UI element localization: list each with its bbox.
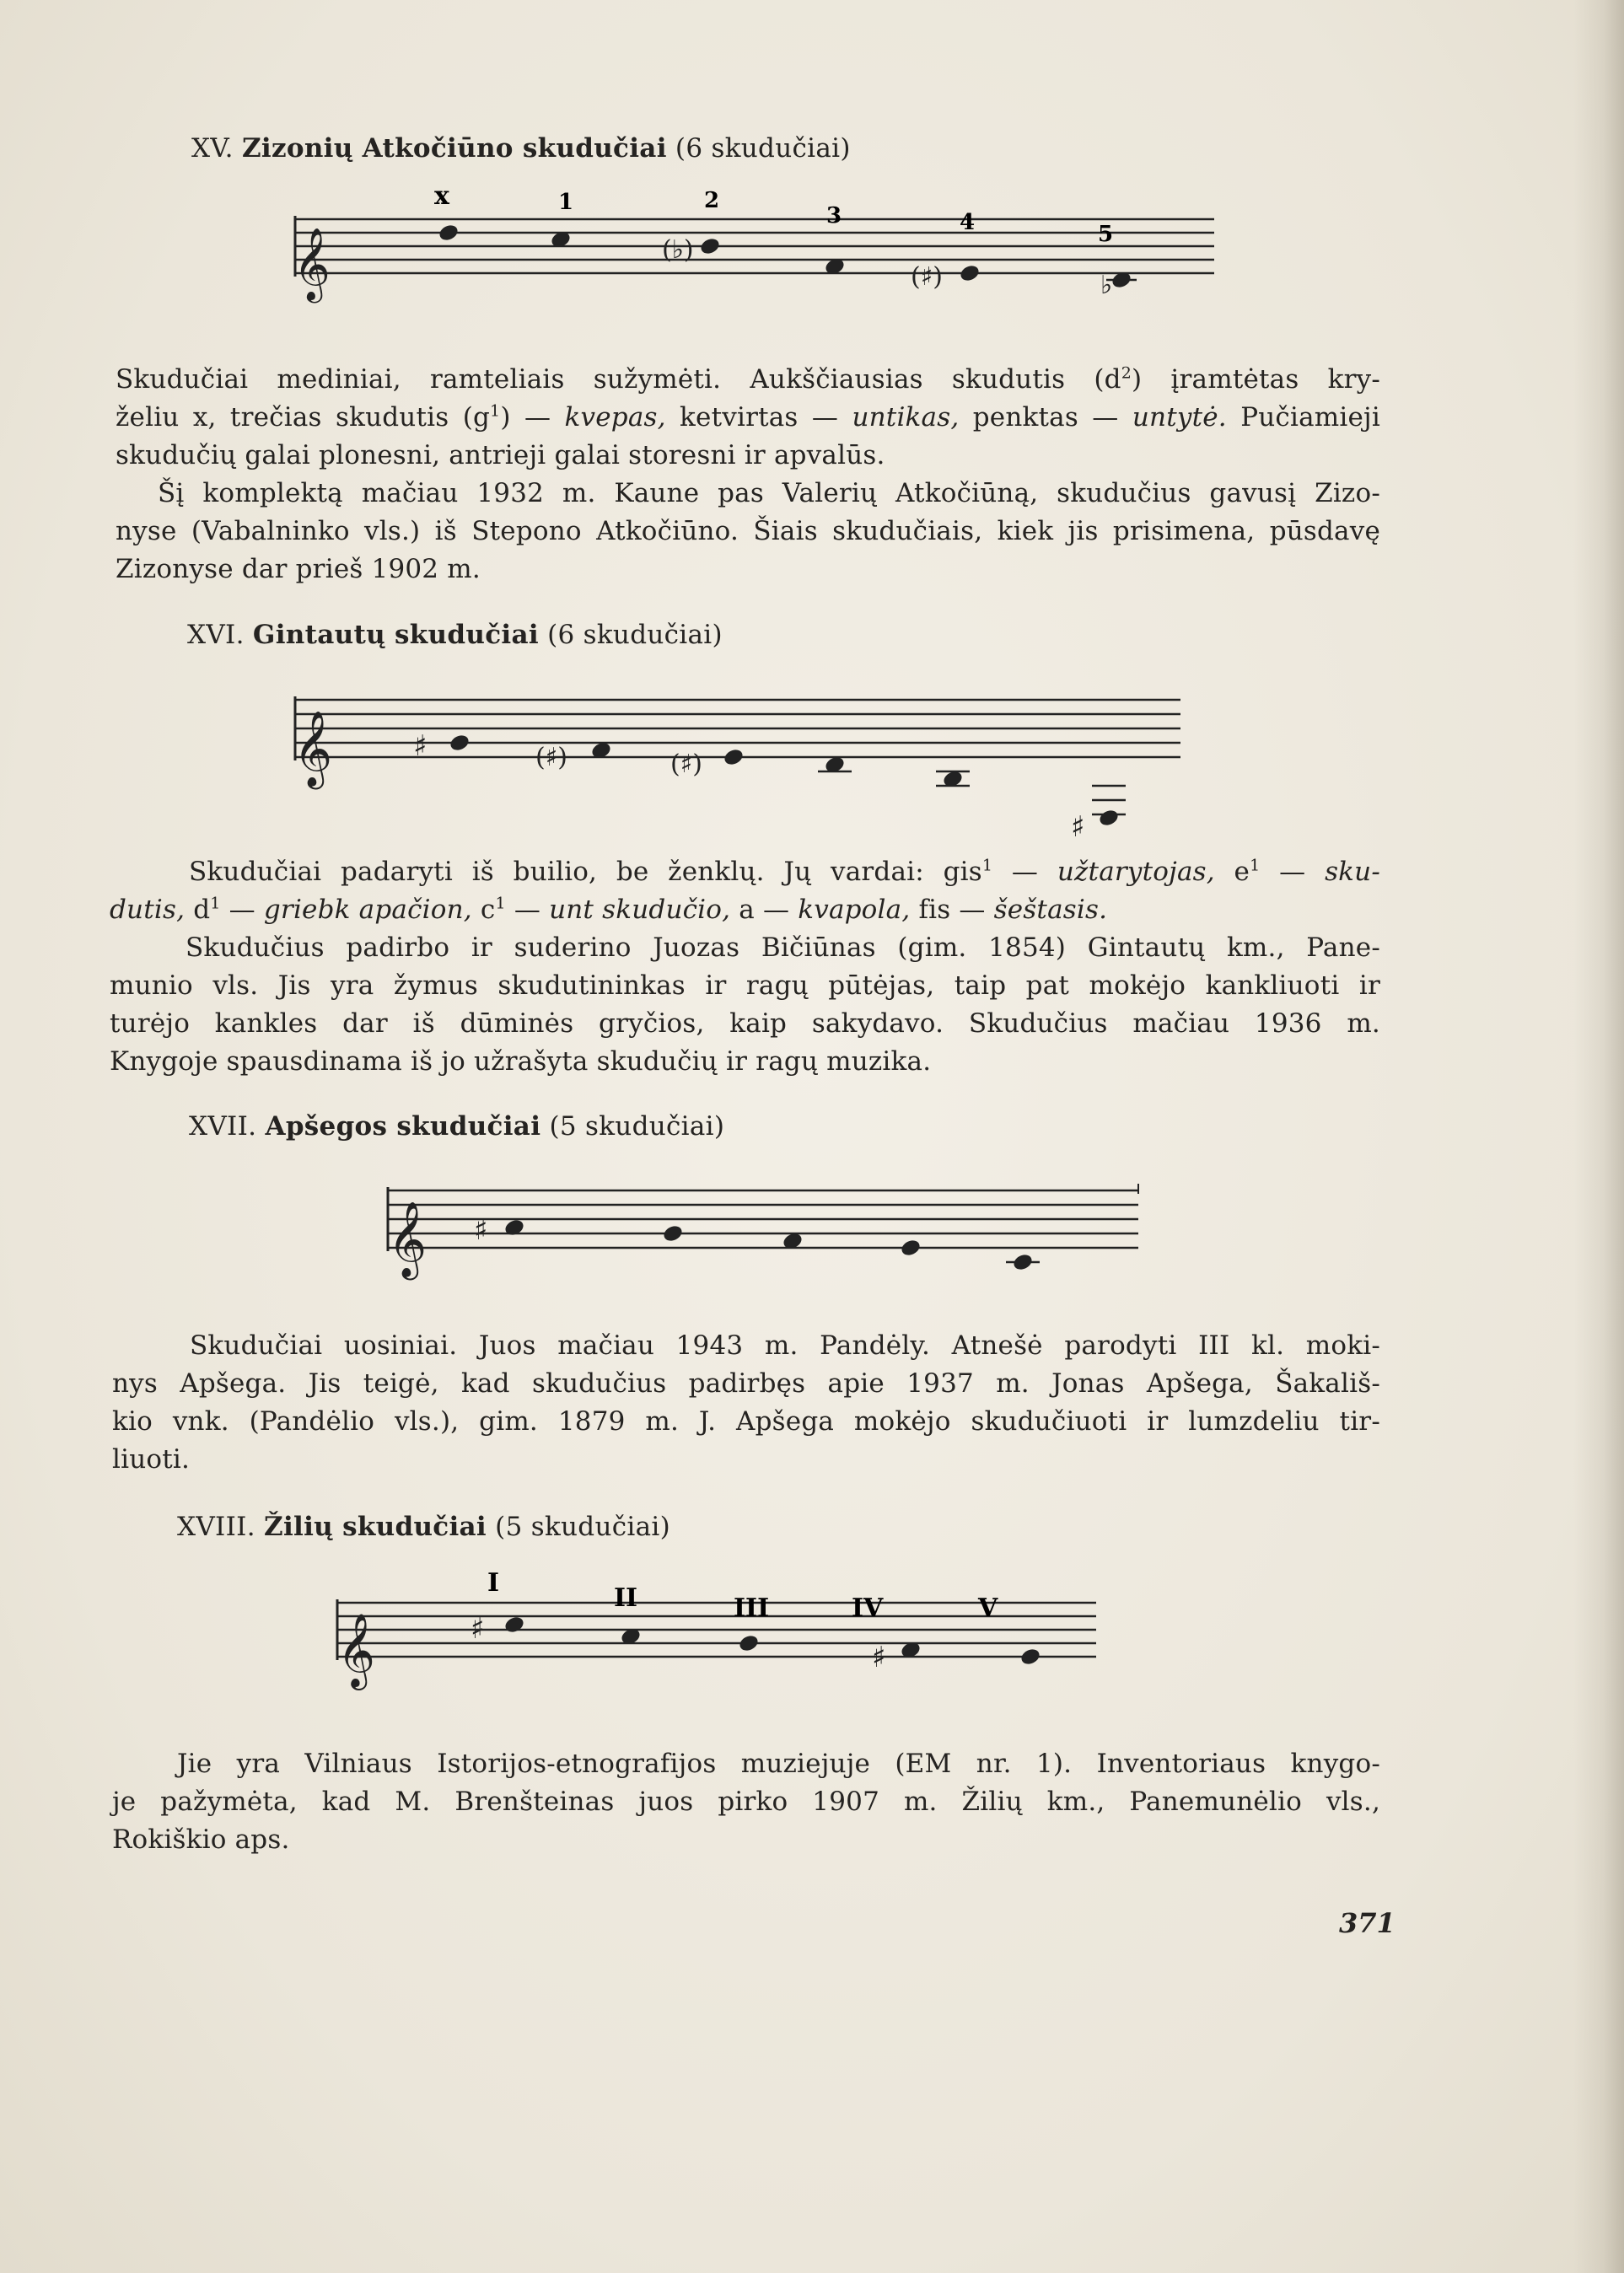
section-heading-xv: XV. Zizonių Atkočiūno skudučiai (6 skudučiai) [191,133,851,164]
section-text-xviii: Jie yra Vilniaus Istorijos-etnografijos muziejuje (EM nr. 1). Inventoriaus knygo- je pažymėta, kad M. Brenšteinas juos pirko 1907 m. Žilių km., Panemunėlio vls., Rokiškio aps. [112,1749,1380,1855]
staff-label: I [487,1568,500,1598]
sharp-icon: (♯) [670,750,702,779]
staff-label: IV [852,1593,884,1623]
sharp-icon: ♯ [413,729,428,763]
note-head [662,1223,685,1244]
section-text-xvi: Skudučiai padaryti iš builio, be ženklų. Jų vardai: gis$^1$ — užtarytojas, $e^1$ — sku- dutis, $d^1$ — griebk apačion, $c^1$ — unt skudučio, a — kvapola, fis — šeštasis. Skudučius padirbo ir suderino Juozas Bičiūnas (gim. 1854) Gintautų km., Pane- munio vls. Jis yra žymus skudutininkas ir ragų pūtėjas, taip pat mokėjo kankliuoti ir turėjo kankles dar iš dūminės gryčios, kaip sakydavo. Skudučius mačiau 1936 m. Knygoje spausdinama iš jo užrašyta skudučių ir ragų muzika. [110,856,1380,1077]
staff-label: II [614,1583,638,1613]
sharp-icon: ♯ [1071,810,1085,844]
staff-label: 4 [960,210,976,235]
sharp-icon: (♯) [911,262,943,292]
staff-label: V [978,1593,998,1623]
music-staff-xvi [278,683,1189,852]
treble-clef-icon: 𝄞 [293,711,333,787]
staff-label: x [434,181,449,211]
music-staff-xviii [320,1564,1105,1707]
staff-label: 5 [1098,222,1114,247]
note-head [449,733,471,753]
section-heading-xvi: XVI. Gintautų skudučiai (6 skudučiai) [187,620,723,650]
note-head [1019,1647,1042,1667]
staff-label: 1 [558,190,574,215]
section-text-xvii: Skudučiai uosiniai. Juos mačiau 1943 m. Pandėly. Atnešė parodyti III kl. moki- nys Apšega. Jis teigė, kad skudučius padirbęs apie 1937 m. Jonas Apšega, Šakališ- kio vnk. (Pandėlio vls.), gim. 1879 m. J. Apšega mokėjo skudučiuoti ir lumzdeliu tir- liuoti. [112,1330,1380,1475]
staff-label: III [734,1593,770,1623]
note-head [1098,808,1121,828]
music-staff-xv [278,181,1223,312]
section-title: Apšegos skudučiai [265,1111,541,1142]
section-title: Žilių skudučiai [264,1512,487,1542]
sharp-icon: ♯ [474,1213,488,1247]
note-head [738,1633,761,1653]
section-heading-xviii: XVIII. Žilių skudučiai (5 skudučiai) [177,1512,670,1542]
section-title: Gintautų skudučiai [252,620,539,650]
sharp-icon: ♯ [872,1641,886,1674]
note-head [959,263,981,283]
music-staff-xvii [371,1163,1147,1298]
note-head [699,236,722,256]
page-number: 371 [1339,1907,1395,1939]
flat-icon: (♭) [662,235,694,265]
staff-label: 3 [826,203,842,228]
note-head [503,1217,526,1238]
note-head [438,223,460,243]
page-spine-shadow [1573,0,1624,2273]
section-text-xv: Skudučiai mediniai, ramteliais sužymėti. Aukščiausias skudutis $(d^2)$ įramtėtas kry- želiu x, trečias skudutis $(g^1)$ — kvepas, ketvirtas — untikas, penktas — untytė. Pučiamieji skudučių galai plonesni, antrieji galai storesni ir apvalūs. Šį komplektą mačiau 1932 m. Kaune pas Valerių Atkočiūną, skudučius gavusį Zizo- nyse (Vabalninko vls.) iš Stepono Atkočiūno. Šiais skudučiais, kiek jis prisimena, pūsdavę Zizonyse dar prieš 1902 m. [116,363,1380,584]
note-head [503,1615,526,1635]
treble-clef-icon: 𝄞 [388,1201,428,1277]
sharp-icon: (♯) [535,743,567,772]
section-title: Zizonių Atkočiūno skudučiai [241,133,667,164]
staff-label: 2 [704,188,720,213]
flat-icon: ♭ [1100,271,1113,300]
note-head [723,747,745,767]
section-heading-xvii: XVII. Apšegos skudučiai (5 skudučiai) [189,1111,725,1142]
sharp-icon: ♯ [471,1612,485,1646]
note-head [900,1238,922,1258]
treble-clef-icon: 𝄞 [337,1612,375,1687]
treble-clef-glyph: 𝄞 [293,228,331,300]
